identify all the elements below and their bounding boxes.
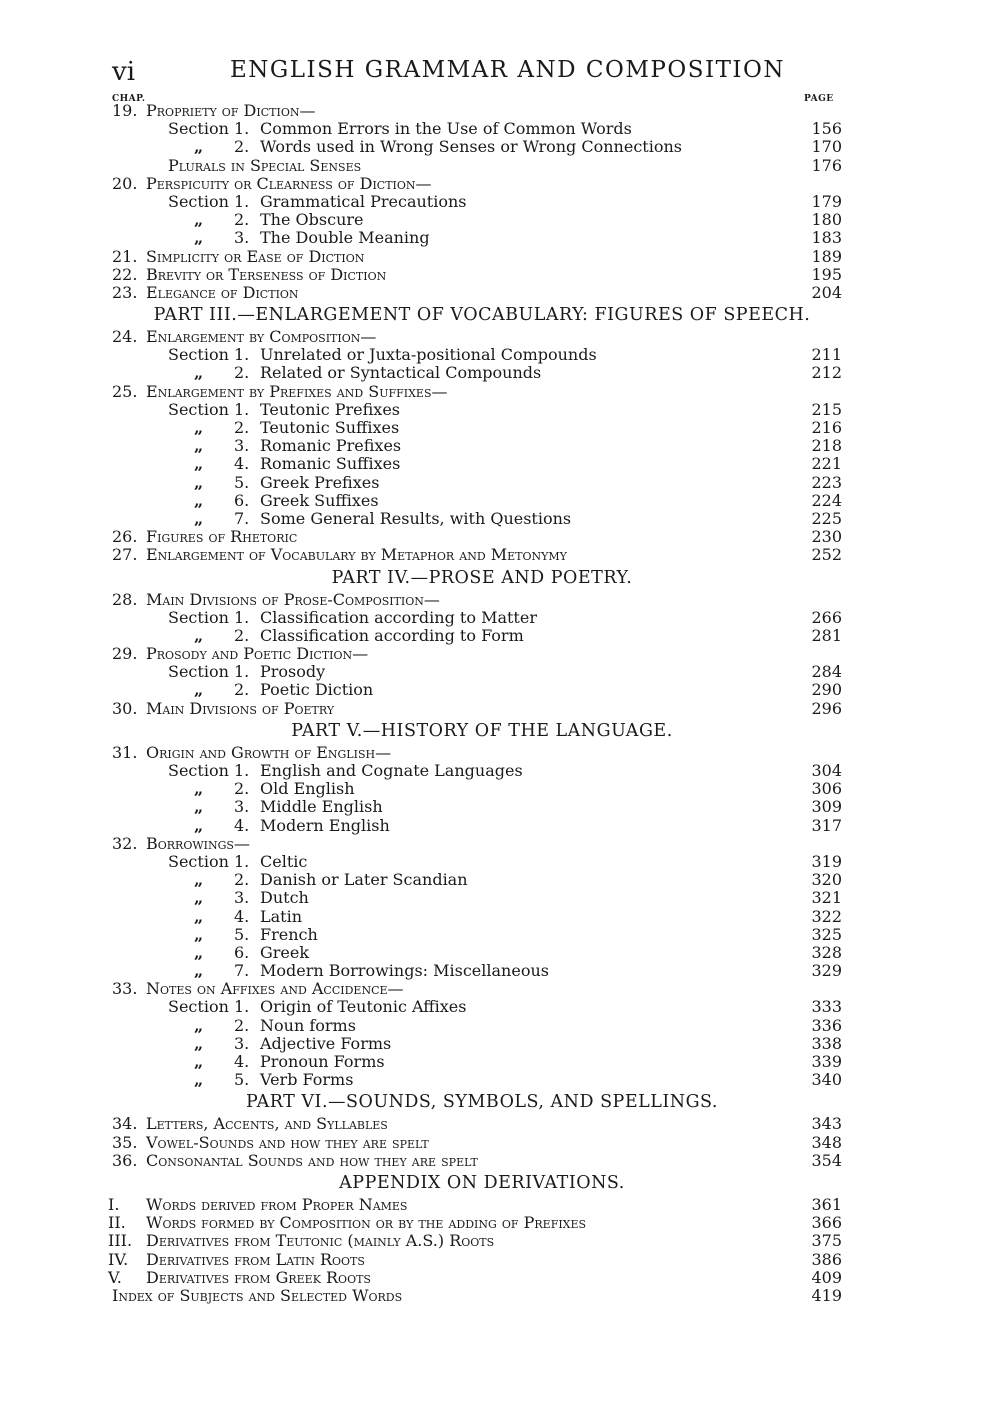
toc-entry [112, 510, 852, 528]
toc-entry [112, 157, 852, 175]
toc-entry [112, 1053, 852, 1071]
toc-entry [112, 998, 852, 1016]
toc-entry [112, 401, 852, 419]
ditto-mark: „ [194, 210, 204, 230]
toc-entry [112, 1071, 852, 1089]
ditto-mark: „ [194, 625, 204, 645]
section-number: 1. [234, 662, 250, 682]
toc-entry [112, 744, 852, 762]
section-number: 1. [234, 399, 250, 419]
chapter-number: 30. [112, 698, 138, 718]
section-title: Teutonic Prefixes [260, 399, 400, 419]
toc-entry [108, 1213, 852, 1233]
part-heading: APPENDIX ON DERIVATIONS. [339, 1172, 625, 1193]
ditto-mark: „ [194, 472, 204, 492]
toc-entry [108, 1231, 852, 1251]
toc-entry [112, 455, 852, 473]
section-title: Classification according to Form [260, 625, 524, 645]
page-ref: 216 [811, 418, 842, 437]
section-title: Verb Forms [260, 1070, 354, 1090]
section-number: 1. [234, 119, 250, 139]
toc-entry [112, 926, 852, 944]
page-ref: 284 [811, 662, 842, 682]
toc-entry [112, 1287, 852, 1305]
toc-entry [112, 138, 852, 156]
page-ref: 366 [811, 1213, 842, 1233]
section-title: Greek [260, 942, 310, 962]
page-ref: 223 [811, 472, 842, 492]
page-ref: 343 [811, 1114, 842, 1134]
section-prefix: Section [168, 345, 229, 365]
toc-entry [112, 871, 852, 889]
part-heading: PART III.—ENLARGEMENT OF VOCABULARY: FIGURES OF SPEECH. [153, 305, 811, 326]
page-ref: 354 [811, 1150, 842, 1170]
toc-entry [112, 528, 852, 546]
section-number: 6. [234, 490, 250, 510]
toc-entry [112, 492, 852, 510]
ditto-mark: „ [194, 815, 204, 835]
toc-entry [112, 889, 852, 907]
section-number: 1. [234, 761, 250, 780]
toc-entry [112, 962, 852, 980]
toc-entry [112, 284, 852, 302]
chap-column-label: CHAP. [112, 94, 146, 104]
section-title: Grammatical Precautions [260, 191, 467, 211]
toc-entry [112, 1035, 852, 1053]
chapter-number: 35. [112, 1132, 138, 1152]
page-ref: 211 [811, 345, 842, 365]
toc-entry [112, 229, 852, 247]
ditto-mark: „ [194, 490, 204, 510]
section-number: 1. [234, 345, 250, 365]
section-title: Modern English [260, 815, 390, 835]
toc-entry [112, 908, 852, 926]
ditto-mark: „ [194, 436, 204, 456]
toc-entry [112, 266, 852, 284]
toc-entry [112, 645, 852, 663]
ditto-mark: „ [194, 1052, 204, 1071]
chapter-number: 19. [112, 101, 138, 120]
section-title: French [260, 924, 318, 944]
appendix-title: Words formed by Composition or by the adding of Prefixes [146, 1213, 587, 1233]
section-number: 2. [234, 1015, 250, 1035]
section-title: Dutch [260, 888, 309, 908]
toc-entry [112, 474, 852, 492]
chapter-title: Propriety of Diction— [146, 101, 316, 120]
index-title: Index of Subjects and Selected Words [112, 1285, 403, 1305]
section-title: Poetic Diction [260, 680, 374, 700]
section-title: Unrelated or Juxta-positional Compounds [260, 345, 597, 365]
page-ref: 156 [811, 119, 842, 139]
chapter-title: Main Divisions of Prose-Composition— [146, 589, 440, 609]
chapter-title: Elegance of Diction [146, 282, 299, 302]
page-ref: 266 [811, 607, 842, 627]
ditto-mark: „ [194, 906, 204, 926]
toc-entry [112, 328, 852, 346]
section-number: 2. [234, 363, 250, 383]
section-number: 2. [234, 625, 250, 645]
section-number: 5. [234, 1070, 250, 1090]
page-ref: 195 [811, 264, 842, 284]
section-number: 2. [234, 210, 250, 230]
appendix-title: Derivatives from Greek Roots [146, 1267, 371, 1287]
section-prefix: Section [168, 191, 229, 211]
chapter-number: 20. [112, 173, 138, 193]
toc-entry [112, 193, 852, 211]
toc-entry [112, 627, 852, 645]
section-prefix: Section [168, 399, 229, 419]
book-title: ENGLISH GRAMMAR AND COMPOSITION [230, 57, 785, 83]
page-ref: 348 [811, 1132, 842, 1152]
toc-entry [108, 1194, 852, 1214]
page-ref: 317 [811, 815, 842, 835]
page-ref: 340 [811, 1070, 842, 1090]
chapter-title: Origin and Growth of English— [146, 742, 392, 762]
ditto-mark: „ [194, 779, 204, 799]
page-ref: 309 [811, 797, 842, 817]
section-title: Danish or Later Scandian [260, 870, 468, 890]
appendix-title: Derivatives from Teutonic (mainly A.S.) Roots [146, 1231, 495, 1251]
section-number: 4. [234, 1052, 250, 1071]
section-prefix: Section [168, 761, 229, 780]
ditto-mark: „ [194, 680, 204, 700]
page-ref: 215 [811, 399, 842, 419]
toc-entry [112, 1017, 852, 1035]
section-title: Modern Borrowings: Miscellaneous [260, 961, 549, 981]
toc-entry [112, 175, 852, 193]
chapter-number: 21. [112, 246, 138, 266]
section-number: 2. [234, 779, 250, 799]
toc-entry [112, 980, 852, 998]
toc-entry [112, 419, 852, 437]
section-title: Middle English [260, 797, 383, 817]
ditto-mark: „ [194, 508, 204, 528]
ditto-mark: „ [194, 1015, 204, 1035]
chapter-number: 29. [112, 644, 138, 664]
page-ref: 281 [811, 625, 842, 645]
section-title: Romanic Suffixes [260, 454, 401, 474]
section-prefix: Section [168, 997, 229, 1017]
chapter-title: Main Divisions of Poetry [146, 698, 335, 718]
section-number: 1. [234, 997, 250, 1017]
section-title: Teutonic Suffixes [260, 418, 400, 437]
section-number: 4. [234, 454, 250, 474]
appendix-number: V. [108, 1267, 122, 1287]
chapter-number: 33. [112, 979, 138, 999]
page-ref: 339 [811, 1052, 842, 1071]
toc-entry [112, 663, 852, 681]
toc-entry [112, 1134, 852, 1152]
section-title: English and Cognate Languages [260, 761, 523, 780]
page-ref: 224 [811, 490, 842, 510]
ditto-mark: „ [194, 924, 204, 944]
ditto-mark: „ [194, 870, 204, 890]
toc-entry [112, 546, 852, 564]
toc-entry [112, 248, 852, 266]
page-ref: 386 [811, 1249, 842, 1269]
toc-entry [112, 817, 852, 835]
appendix-number: III. [108, 1231, 133, 1251]
section-title: Classification according to Matter [260, 607, 537, 627]
page-number: vi [112, 57, 136, 87]
chapter-number: 32. [112, 833, 138, 853]
section-number: 2. [234, 418, 250, 437]
section-title: Related or Syntactical Compounds [260, 363, 542, 383]
ditto-mark: „ [194, 1070, 204, 1090]
chapter-number: 26. [112, 527, 138, 547]
section-number: 3. [234, 228, 250, 248]
section-title: Adjective Forms [260, 1033, 392, 1053]
page-ref: 306 [811, 779, 842, 799]
section-number: 2. [234, 870, 250, 890]
ditto-mark: „ [194, 454, 204, 474]
ditto-mark: „ [194, 363, 204, 383]
toc-entry [108, 1249, 852, 1269]
table-of-contents [108, 101, 852, 1305]
page-ref: 361 [811, 1194, 842, 1214]
chapter-title: Enlargement by Composition— [146, 327, 377, 347]
section-number: 7. [234, 508, 250, 528]
section-title: Greek Suffixes [260, 490, 379, 510]
chapter-title: Consonantal Sounds and how they are spelt [146, 1150, 478, 1170]
chapter-number: 28. [112, 589, 138, 609]
toc-entry [112, 798, 852, 816]
part-heading: PART IV.—PROSE AND POETRY. [331, 567, 633, 588]
section-title: Latin [260, 906, 303, 926]
section-prefix: Section [168, 662, 229, 682]
toc-entry [112, 591, 852, 609]
section-number: 1. [234, 851, 250, 871]
ditto-mark: „ [194, 137, 204, 157]
chapter-title: Vowel-Sounds and how they are spelt [146, 1132, 429, 1152]
toc-entry [112, 102, 852, 120]
section-prefix: Section [168, 119, 229, 139]
toc-entry [112, 762, 852, 780]
chapter-number: 27. [112, 545, 138, 565]
section-number: 6. [234, 942, 250, 962]
appendix-number: IV. [108, 1249, 129, 1269]
page-column-label: PAGE [804, 94, 834, 104]
section-title: Some General Results, with Questions [260, 508, 572, 528]
section-title: The Obscure [260, 210, 364, 230]
page-ref: 296 [811, 698, 842, 718]
page-ref: 290 [811, 680, 842, 700]
page-ref: 180 [811, 210, 842, 230]
section-prefix: Section [168, 851, 229, 871]
toc-entry [112, 700, 852, 718]
appendix-number: II. [108, 1213, 126, 1233]
chapter-title: Borrowings— [146, 833, 250, 853]
ditto-mark: „ [194, 1033, 204, 1053]
section-prefix: Section [168, 607, 229, 627]
section-title: The Double Meaning [260, 228, 430, 248]
section-title: Noun forms [260, 1015, 356, 1035]
page-ref: 176 [811, 155, 842, 175]
chapter-title: Brevity or Terseness of Diction [146, 264, 387, 284]
page-ref: 320 [811, 870, 842, 890]
page-ref: 204 [811, 282, 842, 302]
chapter-title: Figures of Rhetoric [146, 527, 298, 547]
toc-entry [112, 364, 852, 382]
chapter-number: 23. [112, 282, 138, 302]
section-number: 7. [234, 961, 250, 981]
section-number: 2. [234, 680, 250, 700]
ditto-mark: „ [194, 942, 204, 962]
page-ref: 319 [811, 851, 842, 871]
toc-entry [112, 1115, 852, 1133]
toc-entry [112, 1152, 852, 1170]
page-ref: 221 [811, 454, 842, 474]
section-number: 3. [234, 436, 250, 456]
running-header [112, 55, 852, 89]
page-ref: 333 [811, 997, 842, 1017]
ditto-mark: „ [194, 961, 204, 981]
section-title: Common Errors in the Use of Common Words [260, 119, 632, 139]
ditto-mark: „ [194, 418, 204, 437]
page-ref: 189 [811, 246, 842, 266]
subheading-title: Plurals in Special Senses [168, 155, 362, 175]
chapter-title: Notes on Affixes and Accidence— [146, 979, 404, 999]
page-ref: 304 [811, 761, 842, 780]
section-number: 1. [234, 191, 250, 211]
toc-entry [112, 944, 852, 962]
section-title: Romanic Prefixes [260, 436, 402, 456]
toc-entry [112, 681, 852, 699]
toc-entry [112, 437, 852, 455]
ditto-mark: „ [194, 228, 204, 248]
chapter-number: 25. [112, 381, 138, 401]
chapter-number: 36. [112, 1150, 138, 1170]
section-number: 3. [234, 797, 250, 817]
page-ref: 325 [811, 924, 842, 944]
section-number: 1. [234, 607, 250, 627]
appendix-title: Derivatives from Latin Roots [146, 1249, 365, 1269]
chapter-number: 31. [112, 742, 138, 762]
toc-entry [112, 853, 852, 871]
page-ref: 336 [811, 1015, 842, 1035]
section-title: Greek Prefixes [260, 472, 380, 492]
page-ref: 183 [811, 228, 842, 248]
toc-entry [112, 211, 852, 229]
toc-entry [112, 346, 852, 364]
part-heading: PART V.—HISTORY OF THE LANGUAGE. [291, 720, 673, 741]
page-ref: 375 [811, 1231, 842, 1251]
chapter-title: Simplicity or Ease of Diction [146, 246, 365, 266]
appendix-title: Words derived from Proper Names [146, 1194, 408, 1214]
chapter-title: Enlargement by Prefixes and Suffixes— [146, 381, 448, 401]
toc-entry [112, 120, 852, 138]
chapter-title: Prosody and Poetic Diction— [146, 644, 369, 664]
toc-entry [112, 609, 852, 627]
section-number: 3. [234, 1033, 250, 1053]
page-ref: 212 [811, 363, 842, 383]
chapter-title: Enlargement of Vocabulary by Metaphor and Metonymy [146, 545, 567, 565]
ditto-mark: „ [194, 797, 204, 817]
chapter-number: 24. [112, 327, 138, 347]
appendix-number: I. [108, 1194, 120, 1214]
page-ref: 179 [811, 191, 842, 211]
page-ref: 338 [811, 1033, 842, 1053]
page-ref: 322 [811, 906, 842, 926]
page-ref: 419 [811, 1285, 842, 1305]
page-ref: 328 [811, 942, 842, 962]
toc-entry [112, 780, 852, 798]
section-title: Old English [260, 779, 355, 799]
section-number: 2. [234, 137, 250, 157]
page-ref: 230 [811, 527, 842, 547]
section-title: Origin of Teutonic Affixes [260, 997, 467, 1017]
section-number: 4. [234, 906, 250, 926]
ditto-mark: „ [194, 888, 204, 908]
section-number: 3. [234, 888, 250, 908]
section-title: Pronoun Forms [260, 1052, 385, 1071]
section-number: 5. [234, 472, 250, 492]
page-ref: 321 [811, 888, 842, 908]
chapter-title: Perspicuity or Clearness of Diction— [146, 173, 432, 193]
chapter-title: Letters, Accents, and Syllables [146, 1114, 388, 1134]
section-number: 4. [234, 815, 250, 835]
section-title: Celtic [260, 851, 308, 871]
toc-entry [112, 383, 852, 401]
page-ref: 329 [811, 961, 842, 981]
page-ref: 225 [811, 508, 842, 528]
toc-entry [108, 1267, 852, 1287]
page-ref: 409 [811, 1267, 842, 1287]
section-title: Words used in Wrong Senses or Wrong Connections [260, 137, 682, 157]
section-title: Prosody [260, 662, 326, 682]
part-heading: PART VI.—SOUNDS, SYMBOLS, AND SPELLINGS. [245, 1092, 718, 1113]
chapter-number: 34. [112, 1114, 138, 1134]
page-ref: 218 [811, 436, 842, 456]
page-ref: 170 [811, 137, 842, 157]
section-number: 5. [234, 924, 250, 944]
toc-entry [112, 835, 852, 853]
page-ref: 252 [811, 545, 842, 565]
chapter-number: 22. [112, 264, 138, 284]
